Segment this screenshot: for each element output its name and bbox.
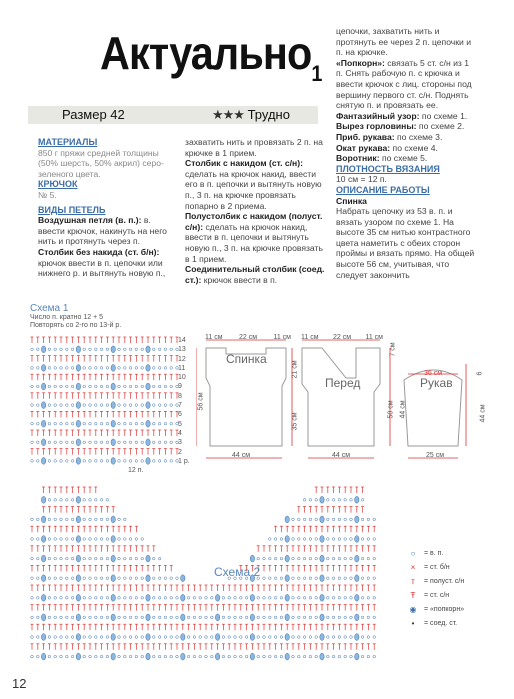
stars-icon: ★★★: [212, 107, 244, 122]
hook-heading: КРЮЧОК: [38, 179, 78, 190]
schema-2-title: Схема 2: [214, 565, 261, 579]
schema-1-chart: [28, 332, 194, 472]
slip-stitch-icon: •: [411, 618, 415, 628]
column-3: цепочки, захватить нить и протянуть ее через 2 п. цепочки и п. на крючке. «Попкорн»: связать 5 ст. с/н из 1 п. Снять рабочую п. с крючка и ввести крючок с лиц. стороны под вершину первого ст. с/н. Поднять снятую п. и провязать ее. Фантазийный узор: по схеме 1. Вырез горловины: по схеме 2. Приб. рукава: по схеме 3. Окат рукава: по схеме 4. Воротник: по схеме 5. ПЛОТНОСТЬ ВЯЗАНИЯ 10 см = 12 п. ОПИСАНИЕ РАБОТЫ Спинка Набрать цепочку из 53 в. п. и вязать узором по схеме 1. На высоте 35 см нитью контрастного цвета наметить с обеих сторон проймы и вязать прямо. На общей высоте 56 см, учитывая, что следует закончить: [336, 26, 475, 280]
description-heading: ОПИСАНИЕ РАБОТЫ: [336, 184, 430, 195]
legend-item: ○ = в. п.: [406, 546, 464, 560]
back-piece-label: Спинка: [226, 352, 267, 366]
column-1: МАТЕРИАЛЫ 850 г пряжи средней толщины (50% шерсть, 50% акрил) серо-зеленого цвета. КРЮЧОК № 5. ВИДЫ ПЕТЕЛЬ Воздушная петля (в. п.): в. ввести крючок, накинуть на него нить и протянуть через п. Столбик без накида (ст. б/н): крючок ввести в п. цепочки или нижнего р. и вытянуть новую п.,: [38, 137, 170, 279]
size-label: Размер 42: [62, 107, 125, 122]
loops-heading: ВИДЫ ПЕТЕЛЬ: [38, 204, 106, 215]
dc-icon: Ŧ: [410, 590, 416, 600]
front-piece-label: Перед: [325, 376, 361, 390]
materials-heading: МАТЕРИАЛЫ: [38, 137, 98, 147]
legend-item: × = ст. б/н: [406, 560, 464, 574]
legend-item: Ŧ = ст. с/н: [406, 588, 464, 602]
hdc-icon: т: [411, 576, 415, 586]
materials-text: 850 г пряжи средней толщины (50% шерсть, 50% акрил) серо-зеленого цвета.: [38, 147, 164, 179]
page-title: Актуально$_1$: [100, 27, 322, 86]
sleeve-piece-label: Рукав: [420, 376, 453, 390]
legend-item: • = соед. ст.: [406, 616, 464, 630]
schema-1-title: Схема 1: [30, 303, 69, 314]
schema-2-chart: [28, 482, 388, 668]
legend-item: ◉ = «попкорн»: [406, 602, 464, 616]
legend-item: т = полуст. с/н: [406, 574, 464, 588]
repeat-label: 12 п.: [128, 467, 144, 474]
column-2: захватить нить и провязать 2 п. на крючке в 1 прием. Столбик с накидом (ст. с/н): сделать на крючок накид, ввести его в п. цепочки и вытянуть новую п., 3 п. на крючке провязать попарно в 2 приема. Полустолбик с накидом (полуст. с/н): сделать на крючок накид, ввести в п. цепочки и вытянуть новую п., 3 п. на крючке провязать в 1 прием. Соединительный столбик (соед. ст.): крючок ввести в п.: [185, 137, 325, 285]
hook-text: № 5.: [38, 189, 57, 200]
chain-icon: ○: [410, 548, 416, 558]
legend: [406, 546, 464, 630]
difficulty-label: ★★★ Трудно: [212, 107, 290, 122]
sc-icon: ×: [410, 562, 416, 572]
page-number: 12: [12, 676, 27, 691]
schema-1-row-numbers: 14 13 12 11 10 9 8 7 6 5 4 3 2 1 р.: [178, 337, 190, 465]
density-heading: ПЛОТНОСТЬ ВЯЗАНИЯ: [336, 163, 440, 174]
popcorn-icon: ◉: [409, 604, 417, 614]
